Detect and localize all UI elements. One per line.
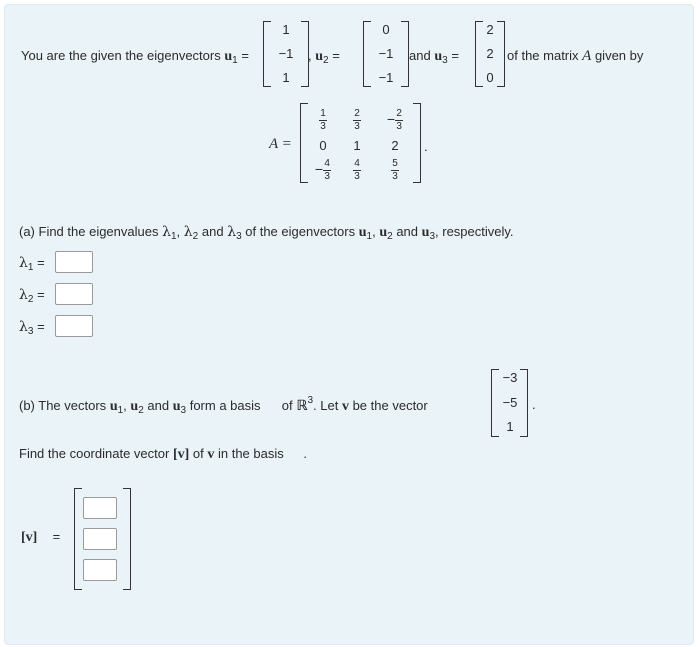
a13: − $\frac{2}{3}$: [386, 108, 402, 132]
coord-input-1[interactable]: [83, 497, 117, 519]
lambda1-label: $\lambda_1$ =: [19, 255, 45, 273]
matrix-name: A: [582, 48, 592, 64]
a32: $\frac{4}{3}$: [354, 158, 360, 182]
part-b-question: (b) The vectors $u_1$, $u_2$ and $u_3$ form a basis of ℝ$^3$. Let v be the vector: [19, 395, 428, 416]
a31: − $\frac{4}{3}$: [314, 158, 330, 182]
a33: $\frac{5}{3}$: [392, 158, 398, 182]
coord-input-2[interactable]: [83, 528, 117, 550]
intro-lead: You are the given the eigenvectors: [21, 48, 221, 63]
a12: $\frac{2}{3}$: [354, 108, 360, 132]
a22: 1: [353, 138, 361, 153]
u1-entry-1: 1: [282, 22, 290, 37]
u3-entry-3: 0: [486, 70, 494, 85]
a11: $\frac{1}{3}$: [320, 108, 326, 132]
u2-label: $u_2$: [315, 49, 329, 66]
coord-input-3[interactable]: [83, 559, 117, 581]
u2-intro: , $u_2$ =: [308, 48, 340, 66]
coord-vector-label: [v] =: [21, 529, 61, 545]
v-entry-2: −5: [502, 395, 518, 410]
intro-text: You are the given the eigenvectors $u_1$ =: [21, 48, 249, 66]
a23: 2: [391, 138, 399, 153]
u1-label: $u_1$: [224, 49, 238, 66]
lambda2-label: $\lambda_2$ =: [19, 287, 45, 305]
u1-entry-2: −1: [278, 46, 294, 61]
u3-entry-2: 2: [486, 46, 494, 61]
lambda3-label: $\lambda_3$ =: [19, 319, 45, 337]
u2-entry-2: −1: [378, 46, 394, 61]
matrix-a-label: A =: [269, 136, 292, 152]
part-b-find: Find the coordinate vector [v] of v in the basis .: [19, 446, 307, 462]
question-card: You are the given the eigenvectors $u_1$ = 1 −1 1 , $u_2$ = 0 −1 −1 and $u_3$ = 2 2 0 of the matrix A given by A = $\frac{1}{3}$ $\frac{2}{3}$ − $\frac{2}{3}$ 0 1 2 − $\frac{4}{3}$ $\frac{4}{3}$ $\frac{5}{3}$ . (a) Find the eigenvalues $\lambda_1$, $\lambda_2$ and $\lambda_3$ of the eigenvectors $u_1$, $u_2$ and $u_3$, respectively. $\lambda_1$ = $\lambda_2$ = $\lambda_3$ = (b) The vectors $u_1$, $u_2$ and $u_3$ form a basis of ℝ$^3$. Let v be the vector −3 −5 1 . Find the coordinate vector [v] of v in the basis . [v] =: [4, 4, 694, 645]
u2-entry-3: −1: [378, 70, 394, 85]
a21: 0: [319, 138, 327, 153]
intro-tail: of the matrix A given by: [507, 48, 644, 64]
v-entry-3: 1: [506, 419, 514, 434]
lambda2-input[interactable]: [55, 283, 93, 305]
u2-entry-1: 0: [382, 22, 390, 37]
u3-entry-1: 2: [486, 22, 494, 37]
u3-intro: and $u_3$ =: [409, 48, 459, 66]
lambda3-input[interactable]: [55, 315, 93, 337]
u1-entry-3: 1: [282, 70, 290, 85]
v-entry-1: −3: [502, 370, 518, 385]
lambda1-input[interactable]: [55, 251, 93, 273]
part-a-question: (a) Find the eigenvalues $\lambda_1$, $\lambda_2$ and $\lambda_3$ of the eigenvectors $u_1$, $u_2$ and $u_3$, respectively.: [19, 224, 514, 242]
u3-label: $u_3$: [434, 49, 448, 66]
